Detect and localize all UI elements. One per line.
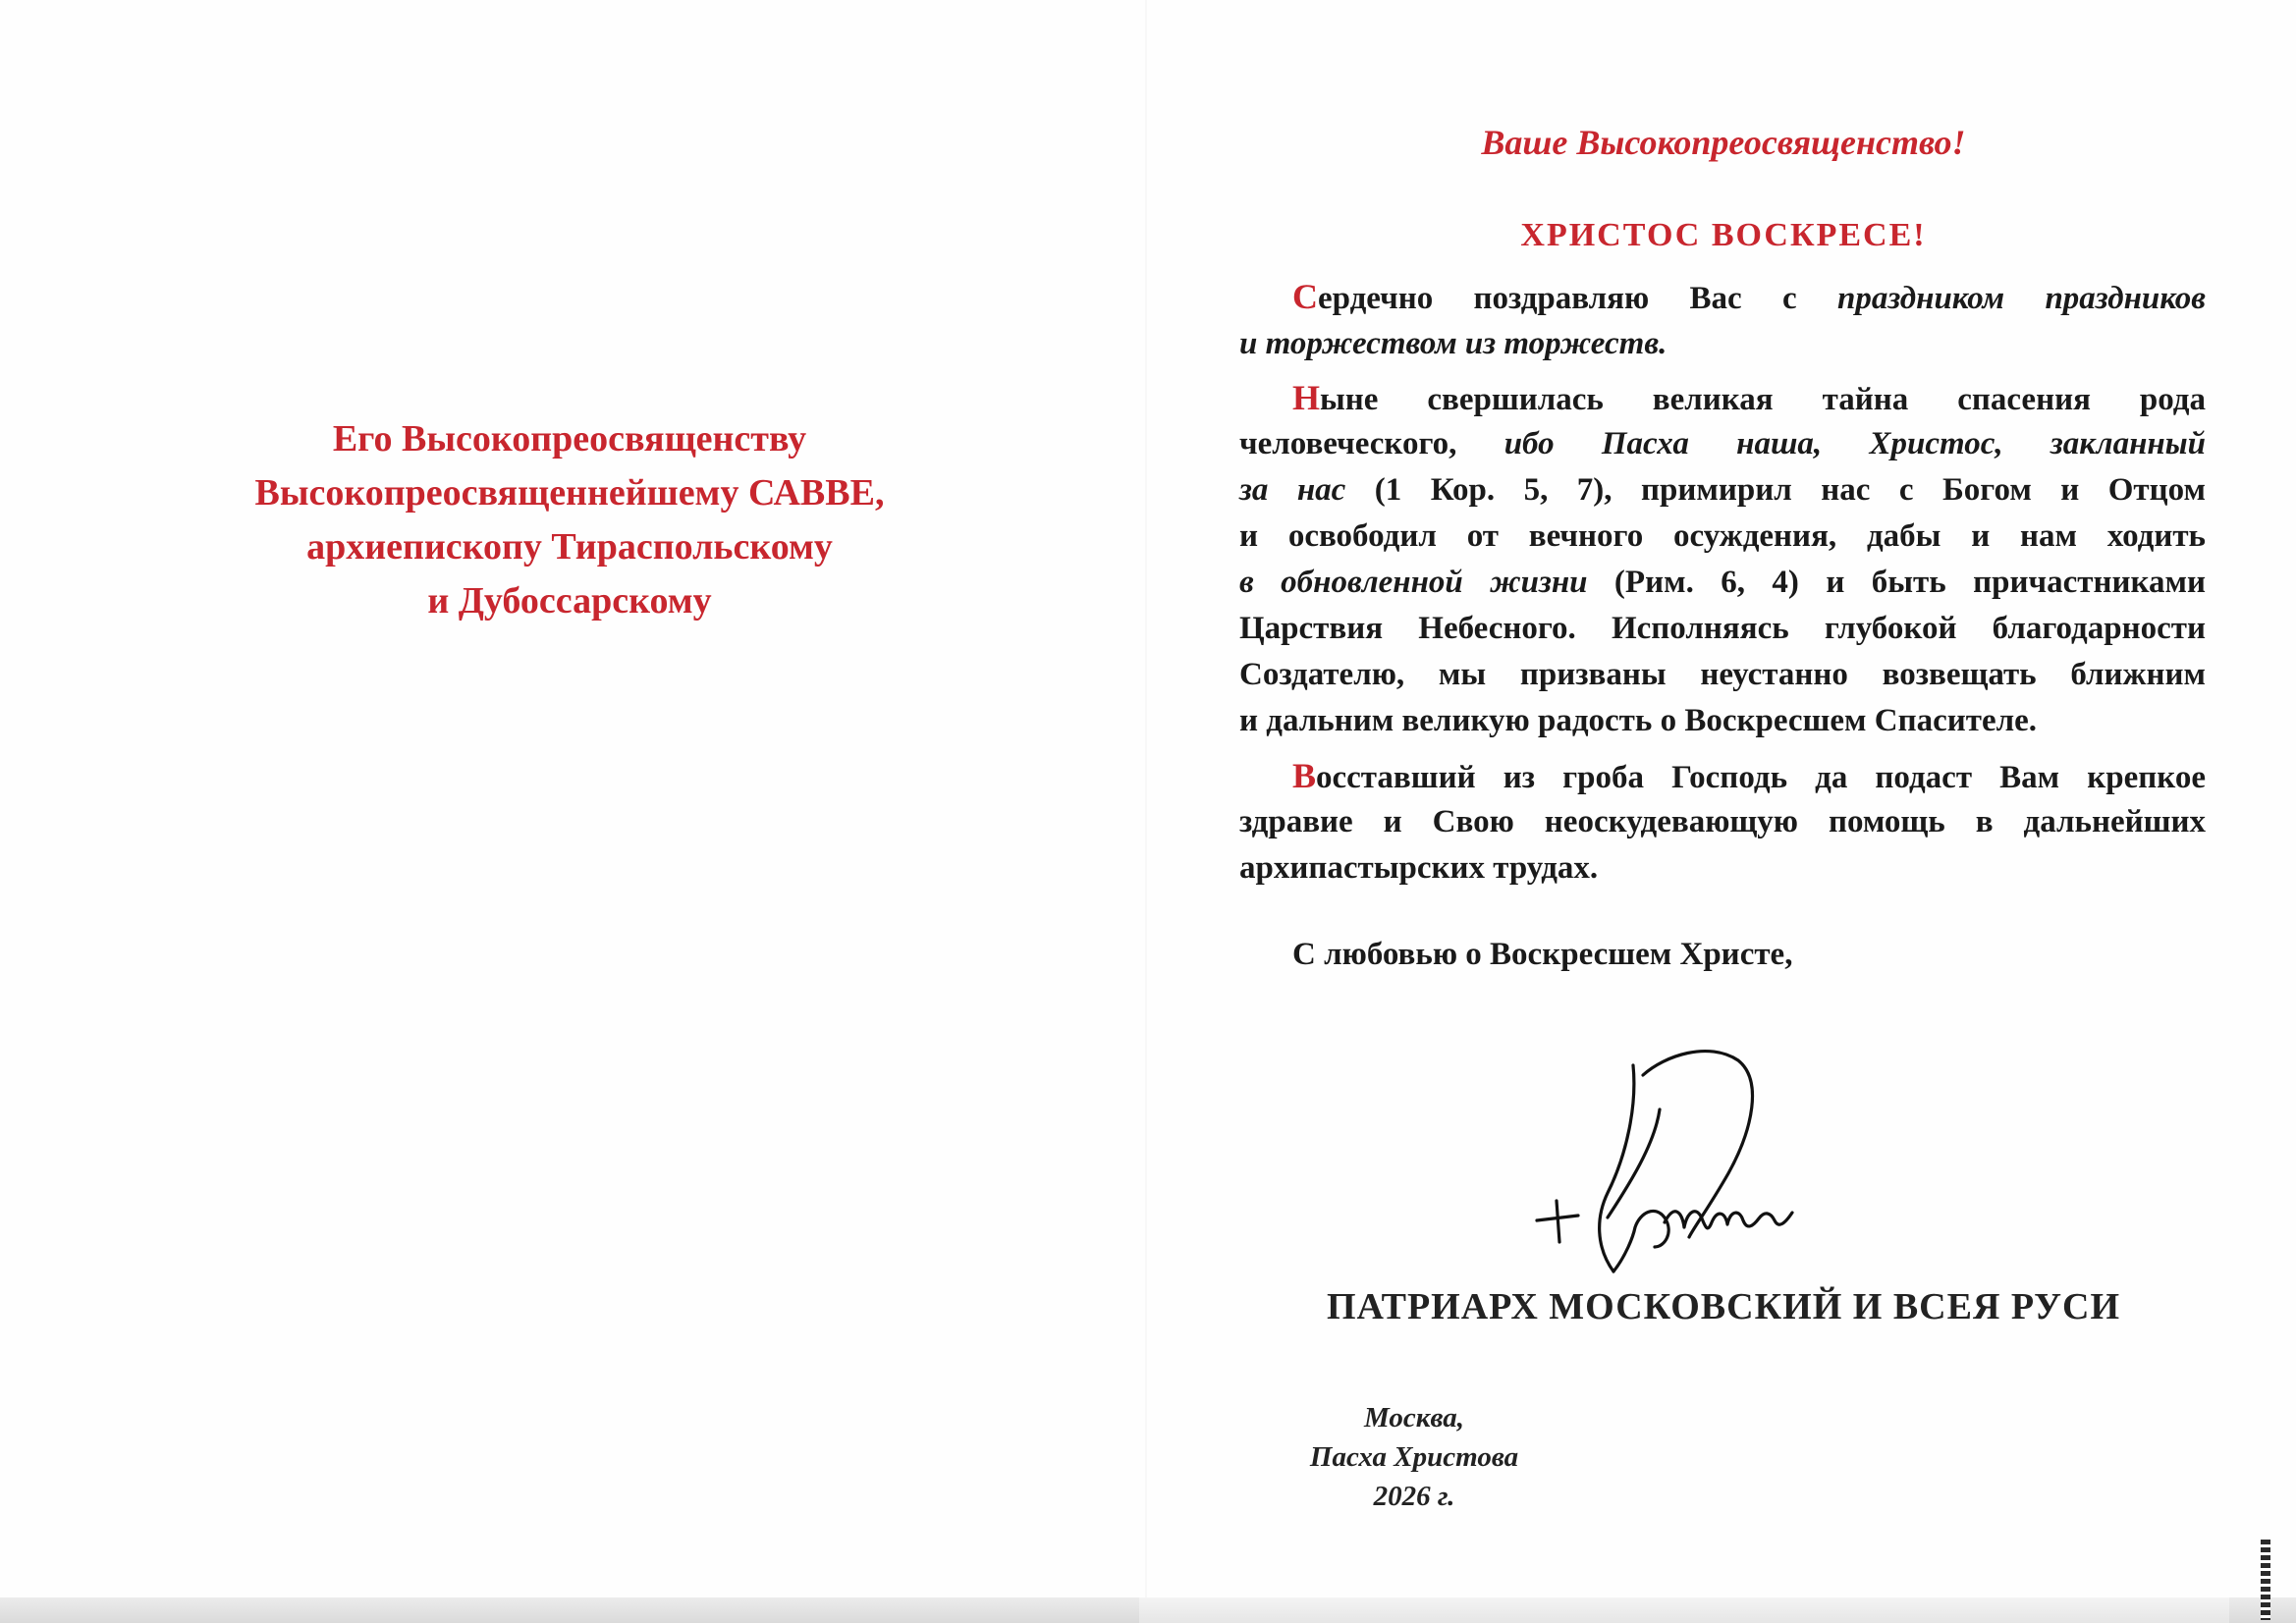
address-line: Его Высокопреосвященству <box>332 418 807 460</box>
italic-run: и торжеством из торжеств. <box>1239 326 1667 361</box>
paragraph-3-line-3 <box>1239 846 2206 890</box>
italic-run: за нас <box>1239 472 1346 508</box>
italic-run: ибо Пасха наша, Христос, закланный <box>1503 426 2206 461</box>
signature-stroke <box>1600 1065 1634 1271</box>
text-run: и освободил от вечного осуждения, дабы и нам ходить <box>1239 518 2206 554</box>
address-line: и Дубоссарскому <box>427 580 712 622</box>
paragraph-1-line-1 <box>1239 275 2206 320</box>
signature-stroke <box>1608 1109 1660 1217</box>
text-run: (1 Кор. 5, 7), примирил нас с Богом и Отцом <box>1345 472 2206 508</box>
paragraph-1-line-2 <box>1239 322 2206 365</box>
patriarch-title: ПАТРИАРХ МОСКОВСКИЙ И ВСЕЯ РУСИ <box>1326 1286 2121 1327</box>
paragraph-3-line-2 <box>1239 800 2206 843</box>
signature-cross-stem <box>1557 1201 1559 1242</box>
drop-initial: В <box>1292 756 1317 795</box>
letter-closing: С любовью о Воскресшем Христе, <box>1292 937 1793 972</box>
italic-run: в обновленной жизни <box>1239 565 1588 600</box>
italic-run: праздником праздников <box>1836 281 2206 316</box>
place-and-date <box>1218 1398 1611 1516</box>
place-occasion: Пасха Христова <box>1309 1441 1519 1473</box>
signature-stroke <box>1613 1211 1668 1271</box>
paragraph-2-line-6 <box>1239 607 2206 650</box>
recipient-address <box>118 412 1021 628</box>
text-run: здравие и Свою неоскудевающую помощь в дальнейших <box>1239 804 2206 839</box>
paragraph-2-line-7 <box>1239 653 2206 696</box>
paragraph-3-line-1 <box>1239 754 2206 799</box>
paragraph-2-line-1 <box>1239 376 2206 421</box>
paragraph-2-line-2 <box>1239 422 2206 465</box>
text-run: Царствия Небесного. Исполняясь глубокой благодарности <box>1239 611 2206 646</box>
place-city: Москва, <box>1364 1402 1464 1434</box>
letter-greeting: Ваше Высокопреосвященство! <box>1481 123 1966 162</box>
signature-loop <box>1643 1052 1752 1237</box>
text-run: архипастырских трудах. <box>1239 850 1599 886</box>
text-run: Создателю, мы призваны неустанно возвещать ближним <box>1239 657 2206 692</box>
place-year: 2026 г. <box>1373 1481 1455 1512</box>
drop-initial: Н <box>1292 378 1321 417</box>
text-run: и дальним великую радость о Воскресшем Спасителе. <box>1239 703 2038 738</box>
paragraph-2-line-8 <box>1239 699 2206 742</box>
address-line: Высокопреосвященнейшему САВВЕ, <box>254 472 885 514</box>
text-run: осставший из гроба Господь да подаст Вам крепкое <box>1316 760 2206 795</box>
address-line: архиепископу Тираспольскому <box>306 526 833 568</box>
scan-corner-mark <box>2261 1540 2270 1620</box>
paragraph-2-line-5 <box>1239 561 2206 604</box>
signature-stroke <box>1665 1212 1792 1228</box>
text-run: ыне свершилась великая тайна спасения рода <box>1320 382 2206 417</box>
text-run: ердечно поздравляю Вас с <box>1318 281 1837 316</box>
scan-bottom-edge <box>0 1597 2296 1623</box>
signature <box>1517 1036 1841 1291</box>
scan-bottom-edge-light <box>1139 1597 2229 1623</box>
text-run: человеческого, <box>1239 426 1504 461</box>
text-run: (Рим. 6, 4) и быть причастниками <box>1587 565 2206 600</box>
letter-heading: ХРИСТОС ВОСКРЕСЕ! <box>1520 217 1927 253</box>
drop-initial: С <box>1292 277 1318 316</box>
center-fold <box>1145 0 1147 1600</box>
paragraph-2-line-3 <box>1239 468 2206 512</box>
paragraph-2-line-4 <box>1239 514 2206 558</box>
